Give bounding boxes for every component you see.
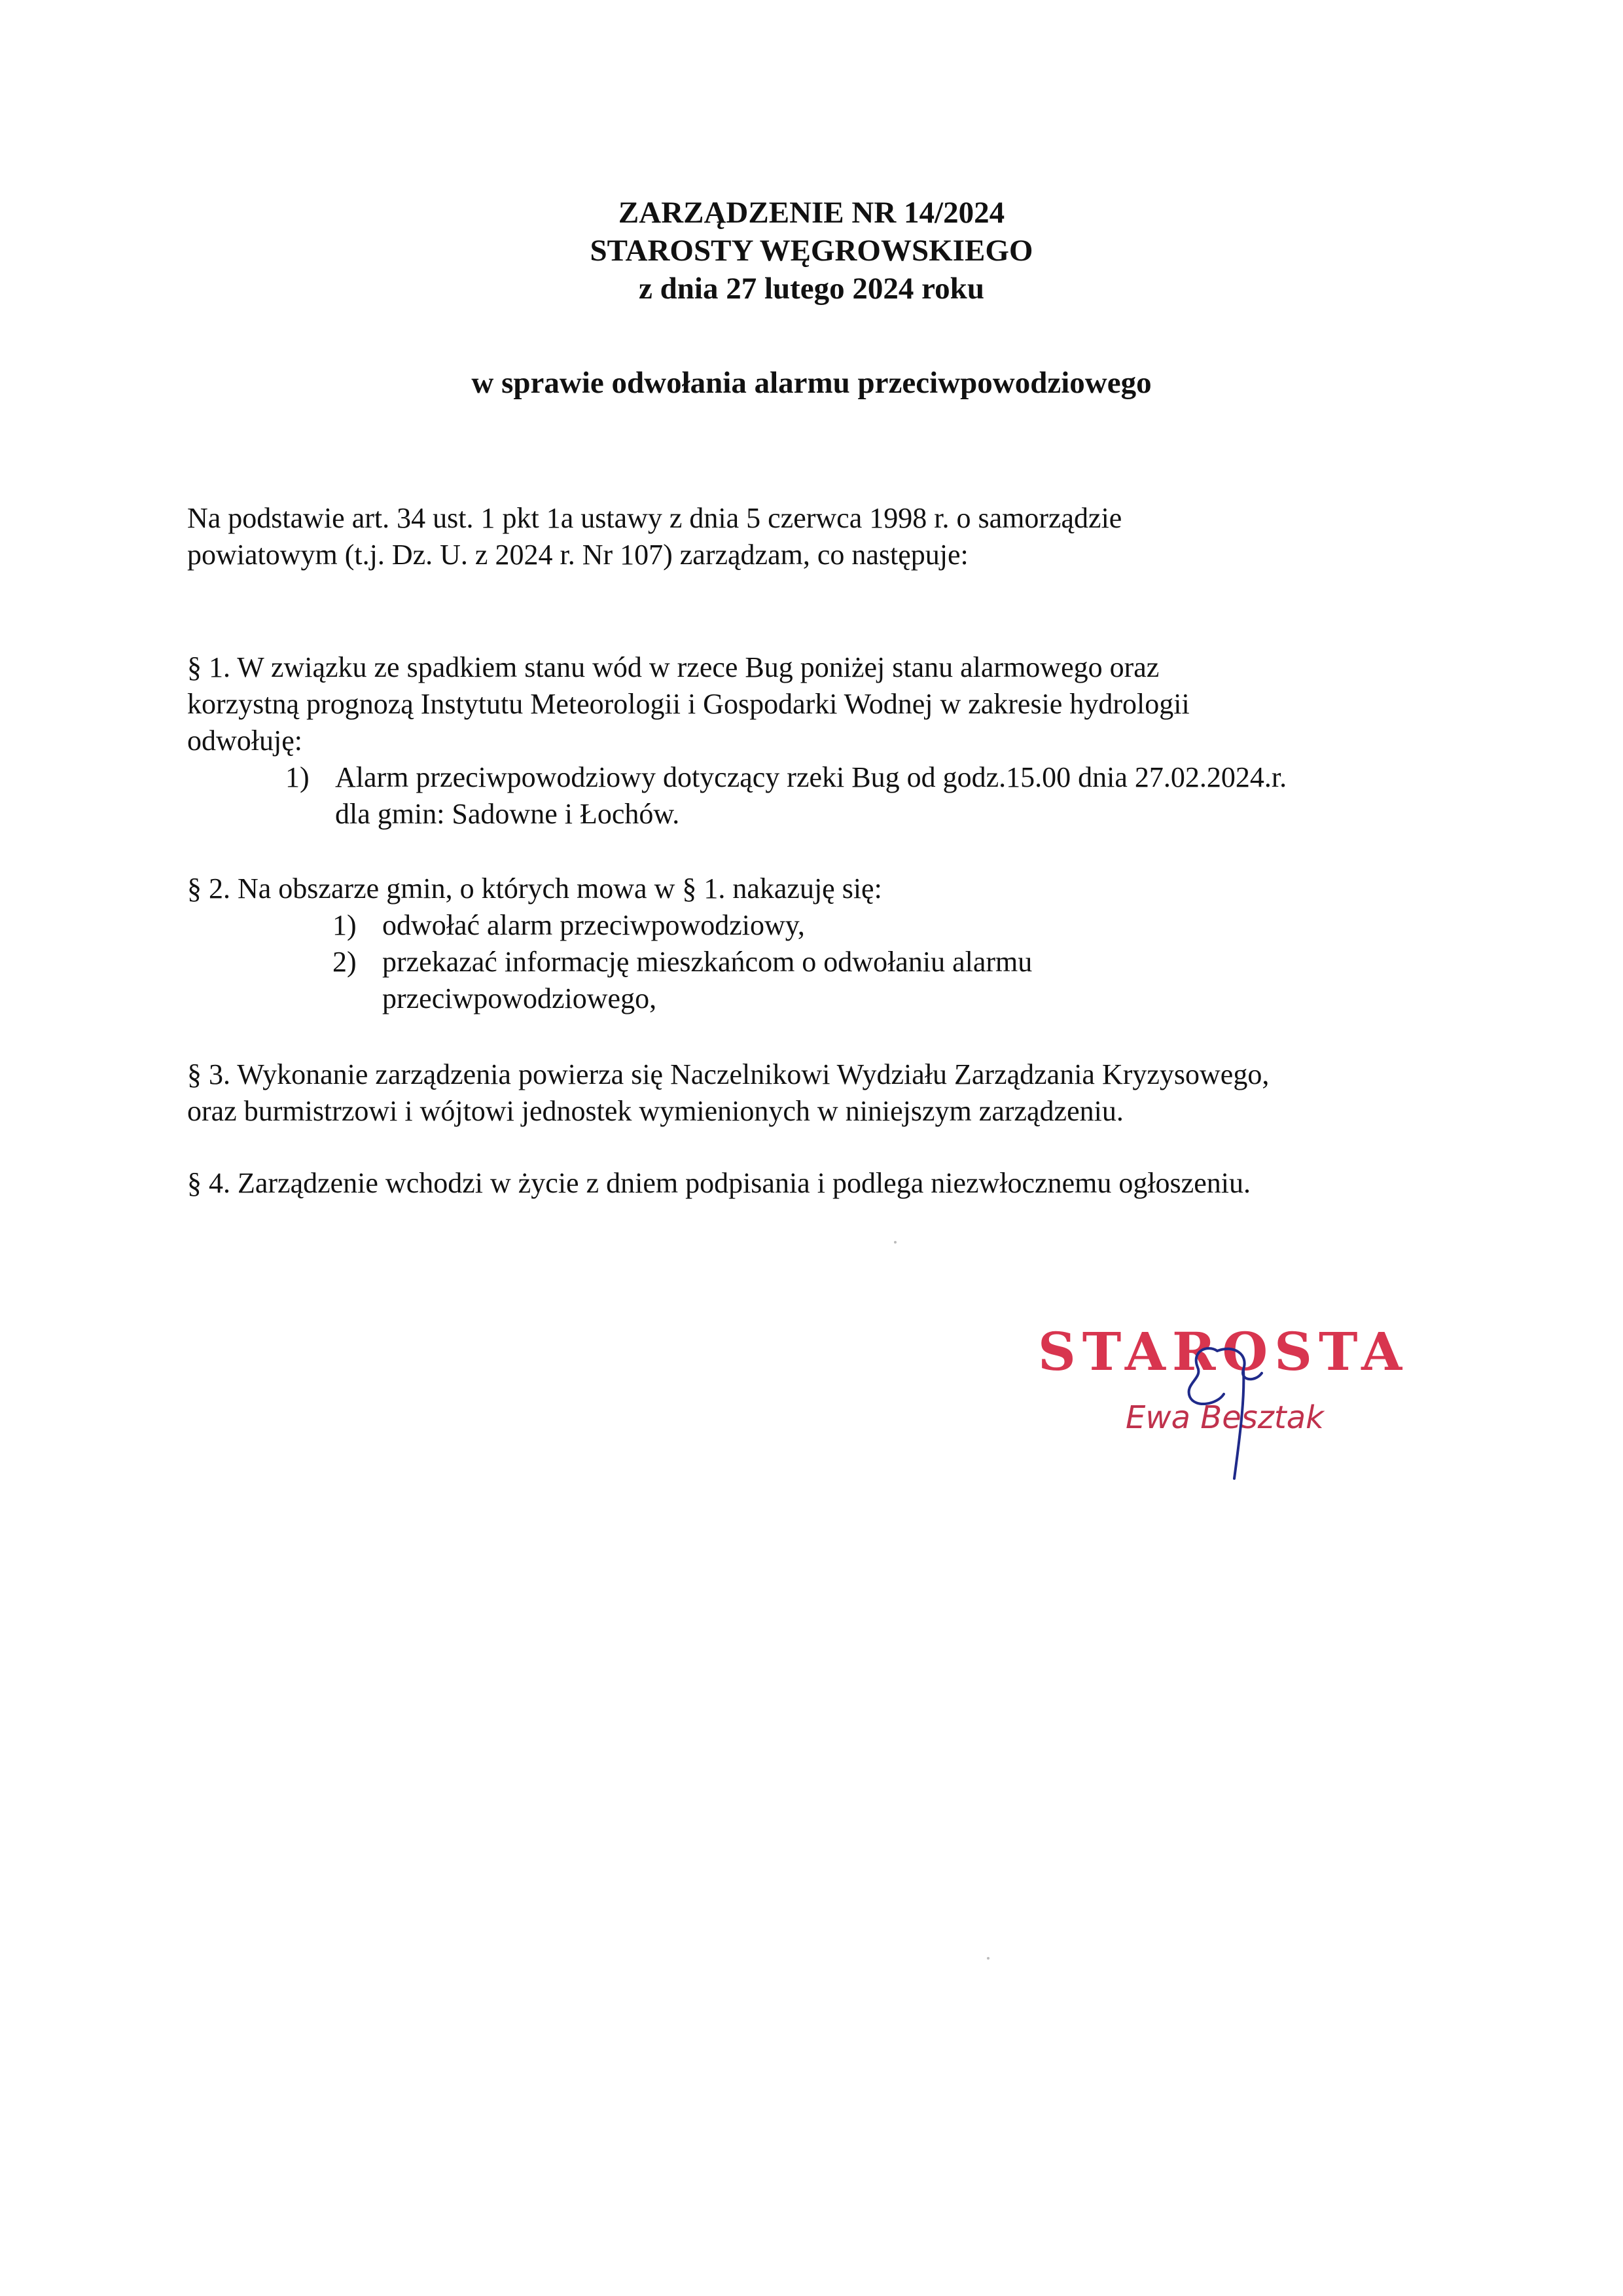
ordinance-subject: w sprawie odwołania alarmu przeciwpowodziowego [471,366,1152,400]
item-number: 1) [332,909,357,941]
item-text: przeciwpowodziowego, [382,982,657,1014]
stamp-name: Ewa Besztak [1126,1399,1324,1436]
scan-speck [987,1957,990,1960]
section-4-line: § 4. Zarządzenie wchodzi w życie z dniem podpisania i podlega niezwłocznemu ogłoszeniu. [187,1167,1251,1199]
section-2-item [332,944,1445,1017]
scan-speck [894,1241,897,1244]
stamp-title: STAROSTA [1038,1321,1409,1382]
section-2-line: § 2. Na obszarze gmin, o których mowa w § 1. nakazuję się: [187,872,882,905]
section-1 [187,649,1470,759]
item-text: Alarm przeciwpowodziowy dotyczący rzeki Bug od godz.15.00 dnia 27.02.2024.r. [335,761,1287,793]
signature-stroke [1189,1348,1262,1479]
section-1-line: § 1. W związku ze spadkiem stanu wód w rzece Bug poniżej stanu alarmowego oraz [187,651,1160,683]
section-3-line: § 3. Wykonanie zarządzenia powierza się Naczelnikowi Wydziału Zarządzania Kryzysowego, [187,1058,1270,1090]
section-1-item [285,759,1463,833]
issuing-authority: STAROSTY WĘGROWSKIEGO [590,234,1033,268]
section-4 [187,1165,1470,1202]
document-header [0,194,1623,308]
item-text: dla gmin: Sadowne i Łochów. [335,798,680,830]
handwritten-signature [1171,1331,1289,1482]
item-number: 1) [285,761,310,793]
section-3-line: oraz burmistrzowi i wójtowi jednostek wymienionych w niniejszym zarządzeniu. [187,1095,1124,1127]
preamble-line: Na podstawie art. 34 ust. 1 pkt 1a ustawy z dnia 5 czerwca 1998 r. o samorządzie [187,502,1122,534]
section-2-item [332,907,1445,944]
section-1-line: odwołuję: [187,725,302,757]
preamble [187,500,1470,573]
section-1-line: korzystną prognozą Instytutu Meteorologii i Gospodarki Wodnej w zakresie hydrologii [187,688,1190,720]
item-text: odwołać alarm przeciwpowodziowy, [382,909,805,941]
item-text: przekazać informację mieszkańcom o odwołaniu alarmu [382,946,1033,978]
section-2 [187,870,1470,907]
issue-date: z dnia 27 lutego 2024 roku [639,272,984,306]
preamble-line: powiatowym (t.j. Dz. U. z 2024 r. Nr 107) zarządzam, co następuje: [187,539,969,571]
section-3 [187,1056,1470,1130]
ordinance-number: ZARZĄDZENIE NR 14/2024 [618,196,1005,230]
item-number: 2) [332,946,357,978]
